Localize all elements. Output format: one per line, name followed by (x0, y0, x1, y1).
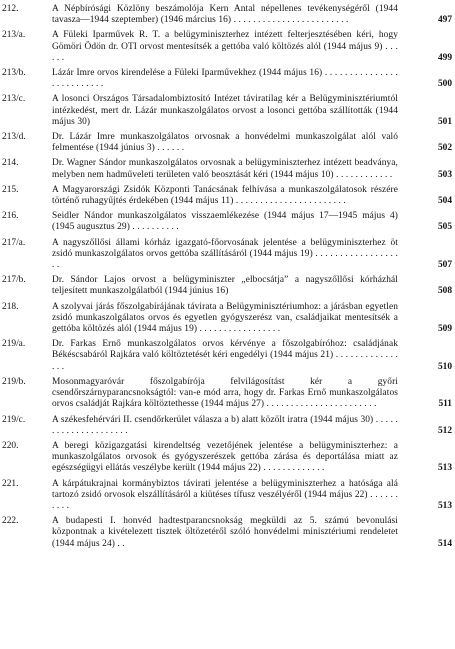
entry-number: 213/a. (2, 30, 26, 41)
toc-entry (0, 4, 455, 26)
entry-title: Mosonmagyaróvár főszolgabírója felvilágosítást kér a győri csendőrszárnyparancsnokságtól: van-e mód arra, hogy dr. Farkas Ernő munkaszolgálatos orvos családját Rajkára költöztethesse (1944 május 27) . . . . . . . . . . . . . . . . . . . . . . . (52, 376, 398, 410)
entry-page-number: 499 (437, 52, 452, 63)
entry-page-number: 510 (437, 361, 452, 372)
entry-page-number: 505 (437, 222, 452, 233)
entry-title: A Füleki Iparművek R. T. a belügyminiszterhez intézett felterjesztésében kéri, hogy Gömöri Ödön dr. OTI orvost mentesítsék a gettóba való költözés alól (1944 május 9) . . . . . . (52, 30, 398, 63)
toc-entry (0, 302, 455, 336)
toc-entry (0, 415, 455, 437)
entry-number: 219/c. (2, 414, 26, 425)
entry-title: Dr. Sándor Lajos orvost a belügyminiszter „elbocsátja” a nagyszőllősi kórházhál teljesített munkaszolgálatból (1944 június 16) (52, 275, 398, 297)
entry-title: A székesfehérvári II. csendőrkerület válasza a b) alatt közölt iratra (1944 május 30) . . . . . . . . . . . . . . . . . . . . . (52, 414, 398, 436)
toc-entry (0, 441, 455, 475)
entry-number: 214. (2, 158, 19, 169)
entry-number: 219/a. (2, 339, 26, 350)
entry-number: 213/c. (2, 94, 26, 105)
entry-page-number: 500 (437, 79, 452, 90)
entry-page-number: 508 (437, 286, 452, 297)
entry-number: 221. (2, 478, 19, 489)
entry-page-number: 501 (437, 116, 452, 127)
entry-title: Dr. Wagner Sándor munkaszolgálatos orvosnak a belügyminiszterhez intézett beadványa, melyben nem hadműveleti területen való beosztását kéri (1944 május 10) . . . . . . . . . . . . (52, 158, 398, 180)
entry-page-number: 511 (438, 399, 452, 410)
toc-entry (0, 94, 455, 128)
entry-title: A Népbírósági Közlöny beszámolója Kern Antal népellenes tevékenységéről (1944 tavasza—1944 szeptember) (1946 március 16) . . . . . . . . . . . . . . . . . . . . . . . . (52, 4, 398, 26)
entry-title: A kárpátukrajnai kormánybiztos távirati jelentése a belügyminiszterhez a hatósága alá tartozó zsidó orvosok elszállításáról a kiütéses tífusz veszélyéről (1944 május 22) . . . . . . . . . . (52, 478, 398, 511)
entry-number: 217/a. (2, 237, 26, 248)
entry-number: 222. (2, 516, 19, 527)
entry-page-number: 512 (437, 425, 452, 436)
entry-title: A Magyarországi Zsidók Központi Tanácsának felhívása a munkaszolgálatosok részére történő ruhagyűjtés érdekében (1944 május 11) . . . . . . . . . . . . . . . . . . . . . . . (52, 184, 398, 207)
entry-title: Seidler Nándor munkaszolgálatos visszaemlékezése (1944 május 17—1945 május 4) (1945 augusztus 29) . . . . . . . . . . (52, 211, 398, 233)
toc-entry (0, 377, 455, 411)
toc-entry (0, 339, 455, 373)
entry-title: Lázár Imre orvos kirendelése a Füleki Iparművekhez (1944 május 16) . . . . . . . . . . . . . . . . . . . . . . . . . . (52, 68, 398, 90)
entry-title: Dr. Lázár Imre munkaszolgálatos orvosnak a honvédelmi munkaszolgálat alól való felmentése (1944 június 3) . . . . . . (52, 132, 398, 154)
entry-number: 213/d. (2, 132, 26, 143)
toc-entry (0, 68, 455, 90)
entry-page-number: 509 (437, 324, 452, 335)
toc-entry (0, 132, 455, 154)
entry-page-number: 513 (437, 463, 452, 474)
entry-title: A losonci Országos Társadalombiztosító Intézet táviratilag kér a Belügyminisztériumtól intézkedést, mert dr. Lázár munkaszolgálatos orvost a losonci gettóba szállították (1944 május 30) (52, 94, 398, 127)
table-of-contents (0, 4, 455, 554)
entry-number: 219/b. (2, 376, 26, 387)
entry-title: A szolyvai járás főszolgabírájának távirata a Belügyminisztériumhoz: a járásban egyetlen zsidó munkaszolgálatos orvos és egyetlen gyógyszerész van, családjaikat mentesítsék a gettóba költözés alól (1944 május 19) . . . . . . . . . . . . . . . . . (52, 301, 398, 335)
toc-entry (0, 275, 455, 297)
entry-page-number: 514 (437, 538, 452, 549)
entry-title: A beregi közigazgatási kirendeltség vezetőjének jelentése a belügyminiszterhez: a munkaszolgálatos orvosok és gyógyszerészek gettóba zárása és deportálása miatt az egészségügyi ellátás veszélybe került (1944 május 22) . . . . . . . . . . . . . (52, 440, 398, 474)
entry-page-number: 503 (437, 169, 452, 180)
entry-title: A nagyszőllősi állami kórház igazgató-főorvosának jelentése a belügyminiszterhez öt zsidó munkaszolgálatos orvos gettóba szállításáról (1944 május 19) . . . . . . . . . . . . . . . . . . . (52, 237, 398, 271)
entry-page-number: 513 (437, 500, 452, 511)
entry-number: 213/b. (2, 68, 26, 79)
toc-entry (0, 30, 455, 64)
toc-entry (0, 211, 455, 233)
entry-page-number: 504 (437, 196, 452, 207)
toc-entry (0, 479, 455, 513)
entry-number: 212. (2, 4, 19, 14)
entry-number: 220. (2, 440, 19, 451)
entry-title: A budapesti I. honvéd hadtestparancsnokság megküldi az 5. számú bevonulási központnak a kivételezett tisztek öltözetéről szóló honvédelmi minisztériumi rendeletet (1944 május 24) . . (52, 516, 398, 549)
entry-number: 217/b. (2, 275, 26, 286)
entry-number: 216. (2, 211, 19, 222)
entry-number: 215. (2, 184, 19, 195)
toc-entry (0, 516, 455, 550)
entry-number: 218. (2, 301, 19, 312)
toc-entry (0, 238, 455, 272)
entry-page-number: 507 (437, 260, 452, 271)
entry-page-number: 502 (437, 143, 452, 154)
toc-entry (0, 158, 455, 180)
toc-entry (0, 185, 455, 207)
entry-title: Dr. Farkas Ernő munkaszolgálatos orvos kérvénye a főszolgabíróhoz: családjának Békéscsabáról Rajkára való költöztetését kéri engedélyi (1944 május 21) . . . . . . . . . . . . . . . . (52, 339, 398, 372)
entry-page-number: 497 (437, 15, 452, 26)
